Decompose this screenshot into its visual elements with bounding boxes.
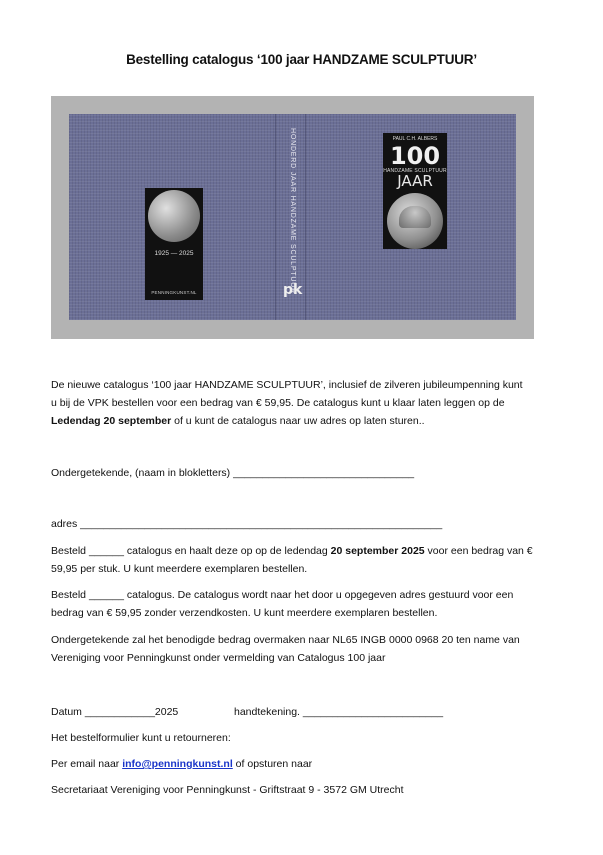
email-link[interactable]: info@penningkunst.nl (122, 758, 233, 770)
payment-line-1: Ondergetekende zal het benodigde bedrag overmaken naar NL65 INGB 0000 0968 20 ten name van (51, 634, 520, 646)
front-cover-number: 100 (389, 142, 441, 170)
front-cover-jaar: JAAR (397, 172, 433, 190)
payment-paragraph (51, 631, 551, 667)
order-pickup-paragraph (51, 542, 551, 578)
email-prefix: Per email naar (51, 758, 123, 770)
order-pickup-price-text: voor een bedrag van € (424, 545, 533, 557)
back-cover-brand: PENNINGKUNST.NL (151, 290, 197, 295)
intro-line-3-rest: of u kunt de catalogus naar uw adres op laten sturen.. (171, 415, 425, 427)
intro-date-bold: Ledendag 20 september (51, 415, 172, 427)
secretariat-address: Secretariaat Vereniging voor Penningkunst - Griftstraat 9 - 3572 GM Utrecht (51, 784, 404, 796)
intro-line-3 (51, 412, 551, 430)
page-title: Bestelling catalogus ‘100 jaar HANDZAME SCULPTUUR’ (126, 52, 477, 67)
intro-paragraph (51, 376, 551, 430)
front-cover-subtitle: HANDZAME SCULPTUUR (383, 168, 447, 174)
book-cover (69, 114, 516, 320)
spine-logo: pk (283, 282, 303, 298)
date-field-line[interactable]: Datum ____________2025 (51, 706, 179, 718)
back-cover-dates: 1925 — 2025 (154, 250, 194, 257)
name-field-line[interactable]: Ondergetekende, (naam in blokletters) _______________________________ (51, 467, 415, 479)
order-ship-line-1: Besteld ______ catalogus. De catalogus wordt naar het door u opgegeven adres gestuurd voor een (51, 589, 514, 601)
payment-line-2: Vereniging voor Penningkunst onder vermelding van Catalogus 100 jaar (51, 652, 386, 664)
order-ship-line-2: bedrag van € 59,95 zonder verzendkosten. U kunt meerdere exemplaren bestellen. (51, 607, 438, 619)
email-suffix: of opsturen naar (232, 758, 313, 770)
medal-front-relief (399, 206, 431, 228)
email-line (51, 755, 551, 773)
catalogue-cover-image (51, 96, 534, 339)
order-pickup-date: 20 september 2025 (330, 545, 425, 557)
return-heading: Het bestelformulier kunt u retourneren: (51, 732, 231, 744)
spine-title: HONDERD JAAR HANDZAME SCULPTUUR (289, 128, 296, 294)
spine-edge-left (275, 114, 276, 320)
medal-back-image (148, 190, 200, 242)
spine-edge-right (305, 114, 306, 320)
intro-line-2: u bij de VPK bestellen voor een bedrag van € 59,95. De catalogus kunt u klaar laten leggen op de (51, 397, 505, 409)
order-pickup-line-2: 59,95 per stuk. U kunt meerdere exemplaren bestellen. (51, 563, 308, 575)
address-field-line[interactable]: adres ______________________________________________________________ (51, 518, 443, 530)
order-pickup-line-1 (51, 542, 551, 560)
order-ship-paragraph (51, 586, 551, 622)
front-cover-author: PAUL C.H. ALBERS (392, 136, 438, 142)
signature-field-line[interactable]: handtekening. ________________________ (234, 706, 444, 718)
order-pickup-text: Besteld ______ catalogus en haalt deze op op de ledendag (51, 545, 331, 557)
intro-line-1: De nieuwe catalogus ‘100 jaar HANDZAME SCULPTUUR’, inclusief de zilveren jubileumpenning kunt (51, 379, 523, 391)
